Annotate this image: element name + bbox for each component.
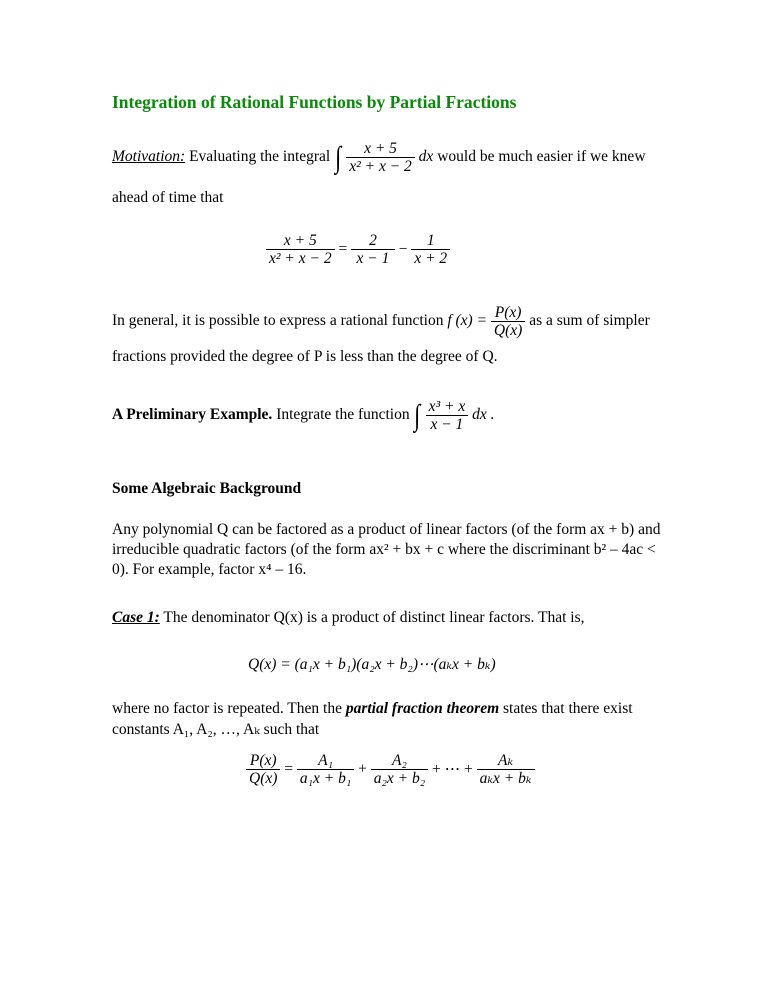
page-title: Integration of Rational Functions by Partial Fractions	[112, 92, 517, 112]
fraction-denominator: x − 1	[426, 415, 469, 433]
background-heading: Some Algebraic Background	[112, 480, 302, 497]
fraction-denominator: x + 2	[411, 249, 450, 267]
partial-fraction-formula: $\frac{P(x)}{Q(x)}$ = $\frac{\text{A₁}}{\text{a₁x + b₁}}$ + $\frac{\text{A₂}}{\text{a₂x + b₂}}$ + ⋯ + $\frac{\text{Aₖ}}{\text{aₖx + bₖ}}$	[246, 752, 535, 787]
motivation-text-after: would be much easier if we knew	[437, 148, 646, 166]
preliminary-label: A Preliminary Example.	[112, 406, 273, 424]
case1-constants-line: constants A₁, A₂, …, Aₖ such that	[112, 721, 320, 738]
function-f: f (x) =	[447, 312, 488, 330]
motivation-fraction	[346, 140, 415, 175]
pf-lhs	[246, 752, 280, 787]
theorem-name: partial fraction theorem	[345, 700, 500, 717]
identity-term1	[351, 232, 395, 267]
differential: dx	[418, 148, 434, 166]
motivation-line	[112, 140, 646, 175]
general-line	[112, 304, 650, 339]
fraction-numerator: P(x)	[494, 304, 522, 321]
general-line2: fractions provided the degree of P is less than the degree of Q.	[112, 348, 498, 365]
fraction-denominator: x² + x − 2	[266, 249, 335, 267]
pf-term1	[297, 752, 354, 787]
fraction-denominator: Q(x)	[491, 321, 525, 339]
integral-sign-icon: ∫	[414, 398, 421, 432]
fraction-denominator: Q(x)	[246, 769, 280, 787]
general-text-after: as a sum of simpler	[529, 312, 650, 330]
case1-after1: where no factor is repeated. Then the	[112, 700, 342, 717]
motivation-line2: ahead of time that	[112, 189, 224, 206]
motivation-text: Evaluating the integral	[189, 148, 331, 166]
fraction-denominator: aₖx + bₖ	[477, 769, 535, 787]
fraction-numerator: x³ + x	[428, 398, 466, 415]
case1-label: Case 1:	[112, 609, 160, 626]
pf-dots: + ⋯ +	[432, 761, 473, 778]
fraction-numerator: 2	[369, 232, 377, 249]
preliminary-text: Integrate the function	[276, 406, 410, 424]
fraction-numerator: 1	[426, 232, 435, 249]
fraction-numerator: P(x)	[249, 752, 277, 769]
identity-equation: $\frac{x + 5}{\text{x² + x − 2}}$ = $\frac{2}{x - 1}$ − $\frac{1}{x + 2}$	[266, 232, 450, 267]
background-paragraph: Any polynomial Q can be factored as a product of linear factors (of the form ax + b) and irreducible quadratic factors (of the form ax² + bx + c where the discriminant b² – 4ac < 0). For example, factor x⁴ – 16.	[112, 521, 661, 578]
fraction-numerator: Aₖ	[498, 752, 514, 769]
preliminary-fraction	[426, 398, 469, 433]
fraction-denominator: x² + x − 2	[346, 157, 415, 175]
case1-theorem-line	[112, 700, 633, 718]
identity-term2	[411, 232, 450, 267]
differential: dx .	[472, 406, 495, 424]
pf-term2	[371, 752, 428, 787]
case1-formula: Q(x) = (a₁x + b₁)(a₂x + b₂)⋯(aₖx + bₖ)	[248, 656, 496, 673]
fraction-denominator: a₂x + b₂	[371, 769, 428, 787]
fraction-numerator: A₁	[318, 752, 334, 769]
case1-text: The denominator Q(x) is a product of distinct linear factors. That is,	[163, 609, 585, 626]
case1-after2: states that there exist	[503, 700, 633, 717]
pf-termk	[477, 752, 535, 787]
fraction-numerator: A₂	[392, 752, 407, 769]
motivation-label: Motivation:	[112, 148, 186, 166]
fraction-numerator: x + 5	[283, 232, 317, 249]
case1-line	[112, 609, 585, 627]
identity-lhs	[266, 232, 335, 267]
integral-sign-icon: ∫	[335, 140, 342, 174]
general-fraction	[491, 304, 525, 339]
preliminary-example	[112, 398, 494, 433]
fraction-numerator: x + 5	[364, 140, 397, 157]
general-text: In general, it is possible to express a rational function	[112, 312, 444, 330]
fraction-denominator: x − 1	[351, 249, 395, 267]
fraction-denominator: a₁x + b₁	[297, 769, 354, 787]
